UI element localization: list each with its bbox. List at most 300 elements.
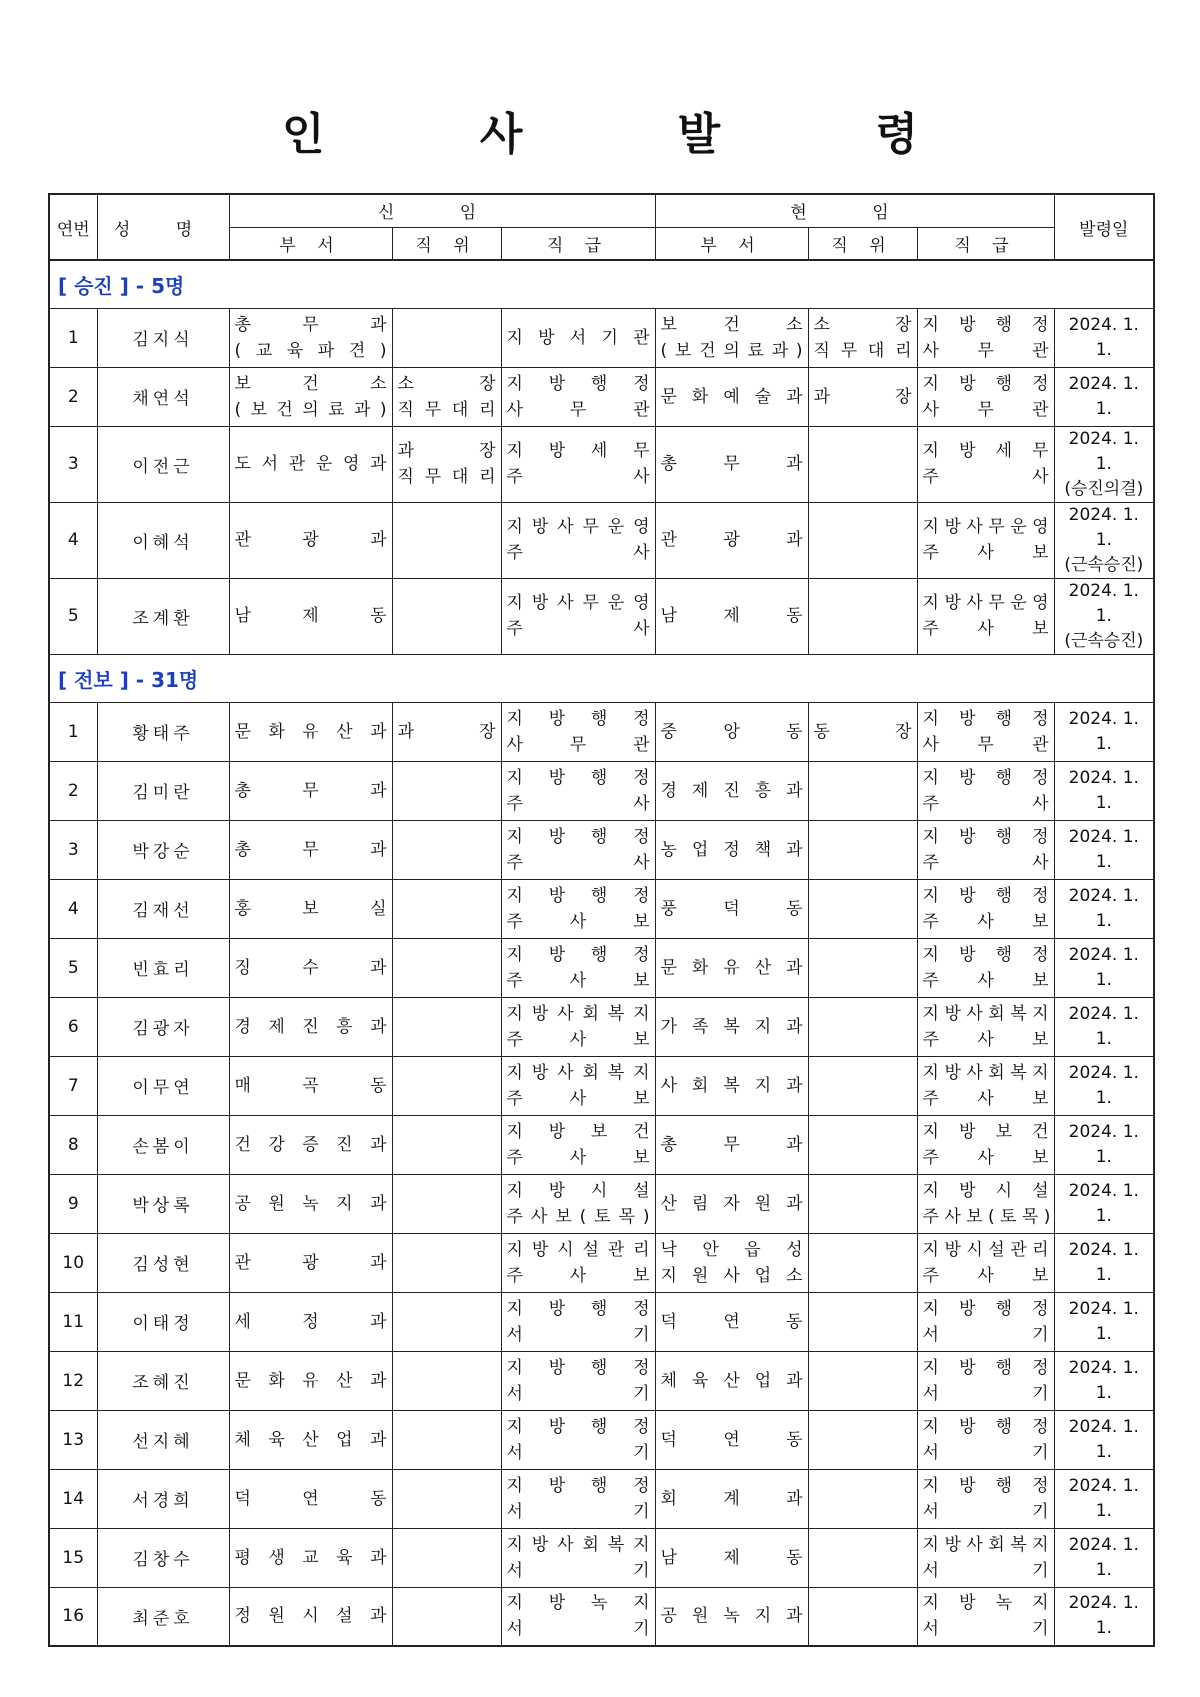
new-position-cell	[392, 367, 501, 426]
new-dept-cell-line: 공 원 녹 지 과	[234, 1193, 387, 1214]
new-position-cell-line: 직 무 대 리	[397, 399, 496, 420]
new-dept-cell-line: 총 무 과	[234, 780, 387, 801]
cur-grade-cell-line: 지 방 사 회 복 지	[922, 1062, 1049, 1083]
new-position-cell	[392, 1115, 501, 1174]
table-body	[49, 260, 1154, 1646]
cur-grade-cell-line: 주 사 보	[922, 970, 1049, 991]
cur-dept-cell	[655, 997, 808, 1056]
cur-dept-cell-line: 문 화 유 산 과	[660, 957, 803, 978]
cur-grade-cell	[917, 761, 1054, 820]
cur-grade-cell-line: 주 사 보	[922, 1147, 1049, 1168]
cur-grade-cell	[917, 1115, 1054, 1174]
section-title: [ 전보 ] - 31명	[49, 654, 1154, 702]
appointment-date	[1054, 1528, 1154, 1587]
new-dept-cell-line: 홍 보 실	[234, 898, 387, 919]
employee-name: 김창수	[97, 1528, 229, 1587]
employee-name: 이전근	[97, 426, 229, 502]
new-dept-cell-line: 문 화 유 산 과	[234, 1370, 387, 1391]
cur-dept-cell-line: ( 보 건 의 료 과 )	[660, 340, 803, 361]
cur-grade-cell	[917, 702, 1054, 761]
cur-grade-cell	[917, 502, 1054, 578]
new-grade-cell	[501, 308, 655, 367]
appointment-date	[1054, 502, 1154, 578]
cur-position-cell	[808, 1351, 917, 1410]
new-position-cell	[392, 1056, 501, 1115]
cur-grade-cell-line: 지 방 행 정	[922, 1357, 1049, 1378]
appointment-date	[1054, 820, 1154, 879]
new-dept-cell-line: 평 생 교 육 과	[234, 1547, 387, 1568]
date-line: 2024. 1. 1.	[1068, 1180, 1139, 1226]
new-dept-cell	[229, 879, 392, 938]
new-dept-cell	[229, 1292, 392, 1351]
cur-position-cell	[808, 1233, 917, 1292]
date-line: 2024. 1. 1.	[1068, 885, 1139, 931]
date-line: 2024. 1. 1.	[1068, 944, 1139, 990]
table-row	[49, 1351, 1154, 1410]
cur-position-cell	[808, 761, 917, 820]
cur-grade-cell-line: 주 사 보	[922, 1029, 1049, 1050]
new-grade-cell-line: 주 사 보 ( 토 목 )	[506, 1206, 650, 1227]
appointment-date	[1054, 578, 1154, 654]
date-line: 2024. 1. 1.	[1068, 504, 1139, 550]
cur-grade-cell-line: 주 사 보	[922, 543, 1049, 563]
new-grade-cell-line: 지 방 행 정	[506, 1357, 650, 1378]
cur-grade-cell-line: 서 기	[922, 1501, 1049, 1522]
cur-grade-cell	[917, 1233, 1054, 1292]
cur-grade-cell-line: 주 사 보	[922, 911, 1049, 932]
cur-grade-cell-line: 주 사 보	[922, 619, 1049, 639]
cur-dept-cell-line: 지 원 사 업 소	[660, 1265, 803, 1286]
header-cur-grade: 직 급	[917, 227, 1054, 260]
cur-dept-cell-line: 관 광 과	[660, 530, 803, 550]
cur-grade-cell-line: 지 방 행 정	[922, 1298, 1049, 1319]
row-number: 2	[49, 761, 97, 820]
row-number: 4	[49, 502, 97, 578]
new-grade-cell	[501, 1174, 655, 1233]
new-grade-cell-line: 지 방 행 정	[506, 767, 650, 788]
cur-dept-cell-line: 사 회 복 지 과	[660, 1075, 803, 1096]
new-grade-cell-line: 주 사	[506, 467, 650, 487]
new-grade-cell-line: 지 방 서 기 관	[506, 327, 650, 348]
new-grade-cell	[501, 1587, 655, 1646]
new-dept-cell-line: 징 수 과	[234, 957, 387, 978]
cur-grade-cell	[917, 1410, 1054, 1469]
cur-grade-cell	[917, 1469, 1054, 1528]
cur-grade-cell-line: 지 방 행 정	[922, 314, 1049, 335]
new-dept-cell-line: 세 정 과	[234, 1311, 387, 1332]
new-grade-cell-line: 주 사	[506, 619, 650, 639]
new-position-cell	[392, 578, 501, 654]
employee-name: 조혜진	[97, 1351, 229, 1410]
new-grade-cell-line: 지 방 사 회 복 지	[506, 1534, 650, 1555]
cur-grade-cell	[917, 820, 1054, 879]
appointment-date	[1054, 308, 1154, 367]
appointment-date	[1054, 879, 1154, 938]
row-number: 14	[49, 1469, 97, 1528]
table-row	[49, 1233, 1154, 1292]
row-number: 11	[49, 1292, 97, 1351]
new-position-cell	[392, 1174, 501, 1233]
new-dept-cell-line: 보 건 소	[234, 373, 387, 394]
table-row	[49, 308, 1154, 367]
new-dept-cell-line: 체 육 산 업 과	[234, 1429, 387, 1450]
row-number: 10	[49, 1233, 97, 1292]
new-grade-cell-line: 지 방 세 무	[506, 441, 650, 461]
appointment-date	[1054, 1056, 1154, 1115]
row-number: 4	[49, 879, 97, 938]
new-grade-cell-line: 지 방 사 회 복 지	[506, 1062, 650, 1083]
table-row	[49, 578, 1154, 654]
new-dept-cell	[229, 1351, 392, 1410]
table-row	[49, 997, 1154, 1056]
new-dept-cell	[229, 997, 392, 1056]
new-grade-cell-line: 지 방 보 건	[506, 1121, 650, 1142]
cur-position-cell	[808, 938, 917, 997]
appointment-date	[1054, 1233, 1154, 1292]
new-grade-cell-line: 주 사 보	[506, 911, 650, 932]
new-grade-cell-line: 주 사 보	[506, 1265, 650, 1286]
cur-dept-cell-line: 풍 덕 동	[660, 898, 803, 919]
new-grade-cell	[501, 1528, 655, 1587]
cur-dept-cell	[655, 761, 808, 820]
row-number: 5	[49, 938, 97, 997]
cur-grade-cell-line: 지 방 세 무	[922, 441, 1049, 461]
new-position-cell	[392, 502, 501, 578]
new-grade-cell	[501, 1410, 655, 1469]
new-grade-cell	[501, 702, 655, 761]
cur-dept-cell-line: 남 제 동	[660, 606, 803, 626]
cur-dept-cell-line: 농 업 정 책 과	[660, 839, 803, 860]
appointment-date	[1054, 702, 1154, 761]
cur-grade-cell-line: 사 무 관	[922, 399, 1049, 420]
row-number: 16	[49, 1587, 97, 1646]
employee-name: 김광자	[97, 997, 229, 1056]
new-dept-cell	[229, 820, 392, 879]
new-position-cell-line: 과 장	[397, 721, 496, 742]
cur-grade-cell-line: 지 방 행 정	[922, 1475, 1049, 1496]
employee-name: 박강순	[97, 820, 229, 879]
employee-name: 선지혜	[97, 1410, 229, 1469]
table-row	[49, 938, 1154, 997]
cur-position-cell	[808, 367, 917, 426]
date-line: 2024. 1. 1.	[1068, 373, 1139, 419]
employee-name: 빈효리	[97, 938, 229, 997]
new-position-cell	[392, 1410, 501, 1469]
cur-grade-cell-line: 서 기	[922, 1324, 1049, 1345]
cur-dept-cell	[655, 1292, 808, 1351]
employee-name: 이태정	[97, 1292, 229, 1351]
cur-dept-cell	[655, 1351, 808, 1410]
date-line: 2024. 1. 1.	[1068, 826, 1139, 872]
cur-position-cell	[808, 1469, 917, 1528]
cur-position-cell	[808, 1115, 917, 1174]
date-line: 2024. 1. 1.	[1068, 1416, 1139, 1462]
cur-grade-cell-line: 서 기	[922, 1442, 1049, 1463]
new-position-cell	[392, 1233, 501, 1292]
row-number: 8	[49, 1115, 97, 1174]
appointment-date	[1054, 1174, 1154, 1233]
row-number: 15	[49, 1528, 97, 1587]
row-number: 9	[49, 1174, 97, 1233]
cur-dept-cell	[655, 1410, 808, 1469]
new-dept-cell	[229, 1587, 392, 1646]
new-position-cell	[392, 702, 501, 761]
date-line: (근속승진)	[1064, 630, 1144, 651]
cur-position-cell	[808, 1528, 917, 1587]
cur-grade-cell-line: 지 방 행 정	[922, 944, 1049, 965]
cur-dept-cell-line: 총 무 과	[660, 1134, 803, 1155]
new-dept-cell	[229, 702, 392, 761]
row-number: 2	[49, 367, 97, 426]
table-row	[49, 1469, 1154, 1528]
cur-dept-cell-line: 산 림 자 원 과	[660, 1193, 803, 1214]
cur-position-cell	[808, 1292, 917, 1351]
appointment-date	[1054, 997, 1154, 1056]
date-line: 2024. 1. 1.	[1068, 1534, 1139, 1580]
cur-grade-cell-line: 지 방 행 정	[922, 1416, 1049, 1437]
employee-name: 이혜석	[97, 502, 229, 578]
date-line: 2024. 1. 1.	[1068, 1062, 1139, 1108]
cur-dept-cell-line: 문 화 예 술 과	[660, 386, 803, 407]
new-grade-cell-line: 서 기	[506, 1619, 650, 1640]
appointment-date	[1054, 938, 1154, 997]
cur-grade-cell-line: 주 사 보 ( 토 목 )	[922, 1206, 1051, 1227]
new-dept-cell-line: 총 무 과	[234, 839, 387, 860]
cur-grade-cell-line: 지 방 사 회 복 지	[922, 1534, 1049, 1555]
new-grade-cell-line: 지 방 녹 지	[506, 1593, 650, 1614]
date-line: (근속승진)	[1064, 554, 1144, 575]
new-position-cell	[392, 761, 501, 820]
employee-name: 박상록	[97, 1174, 229, 1233]
table-row	[49, 1174, 1154, 1233]
cur-grade-cell-line: 지 방 보 건	[922, 1121, 1049, 1142]
table-row	[49, 1115, 1154, 1174]
cur-grade-cell-line: 지 방 행 정	[922, 826, 1049, 847]
new-dept-cell	[229, 1233, 392, 1292]
table-row	[49, 761, 1154, 820]
cur-dept-cell	[655, 1056, 808, 1115]
date-line: 2024. 1. 1.	[1068, 314, 1139, 360]
new-grade-cell-line: 지 방 사 회 복 지	[506, 1003, 650, 1024]
cur-dept-cell-line: 총 무 과	[660, 454, 803, 474]
employee-name: 채연석	[97, 367, 229, 426]
cur-grade-cell-line: 주 사 보	[922, 1088, 1049, 1109]
new-grade-cell-line: 지 방 행 정	[506, 373, 650, 394]
new-dept-cell	[229, 1528, 392, 1587]
header-new: 신 임	[229, 194, 655, 227]
new-position-cell-line: 직 무 대 리	[397, 467, 496, 487]
cur-grade-cell-line: 주 사	[922, 852, 1049, 873]
new-grade-cell-line: 서 기	[506, 1442, 650, 1463]
cur-dept-cell-line: 공 원 녹 지 과	[660, 1606, 803, 1627]
section-header	[49, 654, 1154, 702]
cur-grade-cell-line: 지 방 시 설	[922, 1180, 1049, 1201]
new-position-cell	[392, 1292, 501, 1351]
new-dept-cell	[229, 308, 392, 367]
row-number: 7	[49, 1056, 97, 1115]
cur-dept-cell	[655, 1115, 808, 1174]
new-grade-cell	[501, 761, 655, 820]
cur-grade-cell-line: 주 사 보	[922, 1265, 1049, 1286]
row-number: 1	[49, 308, 97, 367]
new-dept-cell	[229, 578, 392, 654]
new-grade-cell	[501, 997, 655, 1056]
new-dept-cell-line: 도 서 관 운 영 과	[234, 454, 387, 474]
employee-name: 조계환	[97, 578, 229, 654]
header-new-grade: 직 급	[501, 227, 655, 260]
cur-grade-cell	[917, 426, 1054, 502]
new-position-cell	[392, 308, 501, 367]
new-dept-cell-line: 관 광 과	[234, 1252, 387, 1273]
cur-position-cell-line: 과 장	[813, 386, 912, 407]
table-row	[49, 426, 1154, 502]
new-grade-cell-line: 지 방 사 무 운 영	[506, 517, 650, 537]
header-current: 현 임	[655, 194, 1054, 227]
new-dept-cell	[229, 1056, 392, 1115]
new-grade-cell-line: 지 방 행 정	[506, 826, 650, 847]
appointment-date	[1054, 761, 1154, 820]
header-no: 연번	[49, 194, 97, 260]
cur-grade-cell-line: 지 방 행 정	[922, 373, 1049, 394]
cur-dept-cell	[655, 938, 808, 997]
date-line: 2024. 1. 1.	[1068, 1003, 1139, 1049]
cur-grade-cell	[917, 1587, 1054, 1646]
cur-dept-cell	[655, 426, 808, 502]
cur-position-cell	[808, 1174, 917, 1233]
page-title: 인 사 발 령	[282, 109, 988, 160]
cur-grade-cell-line: 사 무 관	[922, 734, 1049, 755]
date-line: 2024. 1. 1.	[1068, 1298, 1139, 1344]
cur-dept-cell-line: 경 제 진 흥 과	[660, 780, 803, 801]
cur-position-cell	[808, 997, 917, 1056]
appointment-date	[1054, 1587, 1154, 1646]
new-grade-cell	[501, 820, 655, 879]
cur-dept-cell-line: 체 육 산 업 과	[660, 1370, 803, 1391]
new-dept-cell	[229, 1115, 392, 1174]
new-position-cell	[392, 1351, 501, 1410]
new-dept-cell-line: 총 무 과	[234, 314, 387, 335]
table-row	[49, 502, 1154, 578]
cur-grade-cell	[917, 367, 1054, 426]
new-grade-cell	[501, 1292, 655, 1351]
cur-grade-cell-line: 지 방 행 정	[922, 708, 1049, 729]
date-line: 2024. 1. 1.	[1068, 1239, 1139, 1285]
new-grade-cell-line: 주 사	[506, 793, 650, 814]
cur-dept-cell-line: 낙 안 읍 성	[660, 1239, 803, 1260]
new-dept-cell	[229, 761, 392, 820]
header-date: 발령일	[1054, 194, 1154, 260]
new-position-cell-line: 소 장	[397, 373, 496, 394]
new-dept-cell	[229, 1469, 392, 1528]
cur-grade-cell	[917, 938, 1054, 997]
appointment-date	[1054, 1410, 1154, 1469]
new-position-cell	[392, 1469, 501, 1528]
new-grade-cell-line: 주 사 보	[506, 1088, 650, 1109]
appointment-date	[1054, 426, 1154, 502]
date-line: 2024. 1. 1.	[1068, 1593, 1139, 1639]
new-dept-cell-line: 남 제 동	[234, 606, 387, 626]
new-grade-cell	[501, 1056, 655, 1115]
new-grade-cell	[501, 1233, 655, 1292]
cur-dept-cell	[655, 578, 808, 654]
cur-grade-cell-line: 사 무 관	[922, 340, 1049, 361]
cur-dept-cell-line: 가 족 복 지 과	[660, 1016, 803, 1037]
cur-position-cell-line: 직 무 대 리	[813, 340, 912, 361]
cur-position-cell-line: 동 장	[813, 721, 912, 742]
cur-position-cell	[808, 879, 917, 938]
new-dept-cell-line: 관 광 과	[234, 530, 387, 550]
employee-name: 이무연	[97, 1056, 229, 1115]
cur-grade-cell	[917, 578, 1054, 654]
cur-grade-cell	[917, 1174, 1054, 1233]
header-name: 성 명	[97, 194, 229, 260]
cur-dept-cell-line: 회 계 과	[660, 1488, 803, 1509]
date-line: (승진의결)	[1064, 478, 1144, 499]
cur-position-cell	[808, 820, 917, 879]
cur-position-cell	[808, 1056, 917, 1115]
table-row	[49, 879, 1154, 938]
new-grade-cell	[501, 1469, 655, 1528]
date-line: 2024. 1. 1.	[1068, 767, 1139, 813]
new-grade-cell-line: 주 사	[506, 852, 650, 873]
cur-grade-cell	[917, 1351, 1054, 1410]
new-grade-cell-line: 사 무 관	[506, 734, 650, 755]
section-header	[49, 260, 1154, 308]
new-dept-cell-line: ( 교 육 파 견 )	[234, 340, 387, 361]
date-line: 2024. 1. 1.	[1068, 708, 1139, 754]
cur-dept-cell	[655, 1174, 808, 1233]
new-grade-cell	[501, 578, 655, 654]
cur-grade-cell-line: 주 사	[922, 793, 1049, 814]
employee-name: 최준호	[97, 1587, 229, 1646]
date-line: 2024. 1. 1.	[1068, 1357, 1139, 1403]
table-row	[49, 1056, 1154, 1115]
new-position-cell	[392, 1587, 501, 1646]
cur-dept-cell	[655, 502, 808, 578]
row-number: 5	[49, 578, 97, 654]
new-grade-cell-line: 서 기	[506, 1383, 650, 1404]
section-title: [ 승진 ] - 5명	[49, 260, 1154, 308]
cur-grade-cell	[917, 997, 1054, 1056]
appointment-date	[1054, 1115, 1154, 1174]
cur-dept-cell-line: 보 건 소	[660, 314, 803, 335]
table-header	[49, 194, 1154, 260]
new-dept-cell	[229, 1174, 392, 1233]
cur-grade-cell-line: 지 방 사 무 운 영	[922, 593, 1049, 613]
cur-dept-cell-line: 덕 연 동	[660, 1311, 803, 1332]
employee-name: 황태주	[97, 702, 229, 761]
appointment-date	[1054, 1351, 1154, 1410]
table-row	[49, 1528, 1154, 1587]
cur-dept-cell	[655, 1233, 808, 1292]
table-row	[49, 702, 1154, 761]
new-grade-cell-line: 지 방 행 정	[506, 1416, 650, 1437]
cur-dept-cell-line: 중 앙 동	[660, 721, 803, 742]
new-grade-cell-line: 주 사	[506, 543, 650, 563]
table-row	[49, 367, 1154, 426]
cur-position-cell	[808, 578, 917, 654]
new-dept-cell	[229, 1410, 392, 1469]
cur-dept-cell	[655, 879, 808, 938]
appointment-date	[1054, 1292, 1154, 1351]
row-number: 12	[49, 1351, 97, 1410]
new-dept-cell-line: 문 화 유 산 과	[234, 721, 387, 742]
cur-dept-cell	[655, 367, 808, 426]
employee-name: 김미란	[97, 761, 229, 820]
new-position-cell	[392, 1528, 501, 1587]
appointment-date	[1054, 367, 1154, 426]
cur-dept-cell-line: 덕 연 동	[660, 1429, 803, 1450]
